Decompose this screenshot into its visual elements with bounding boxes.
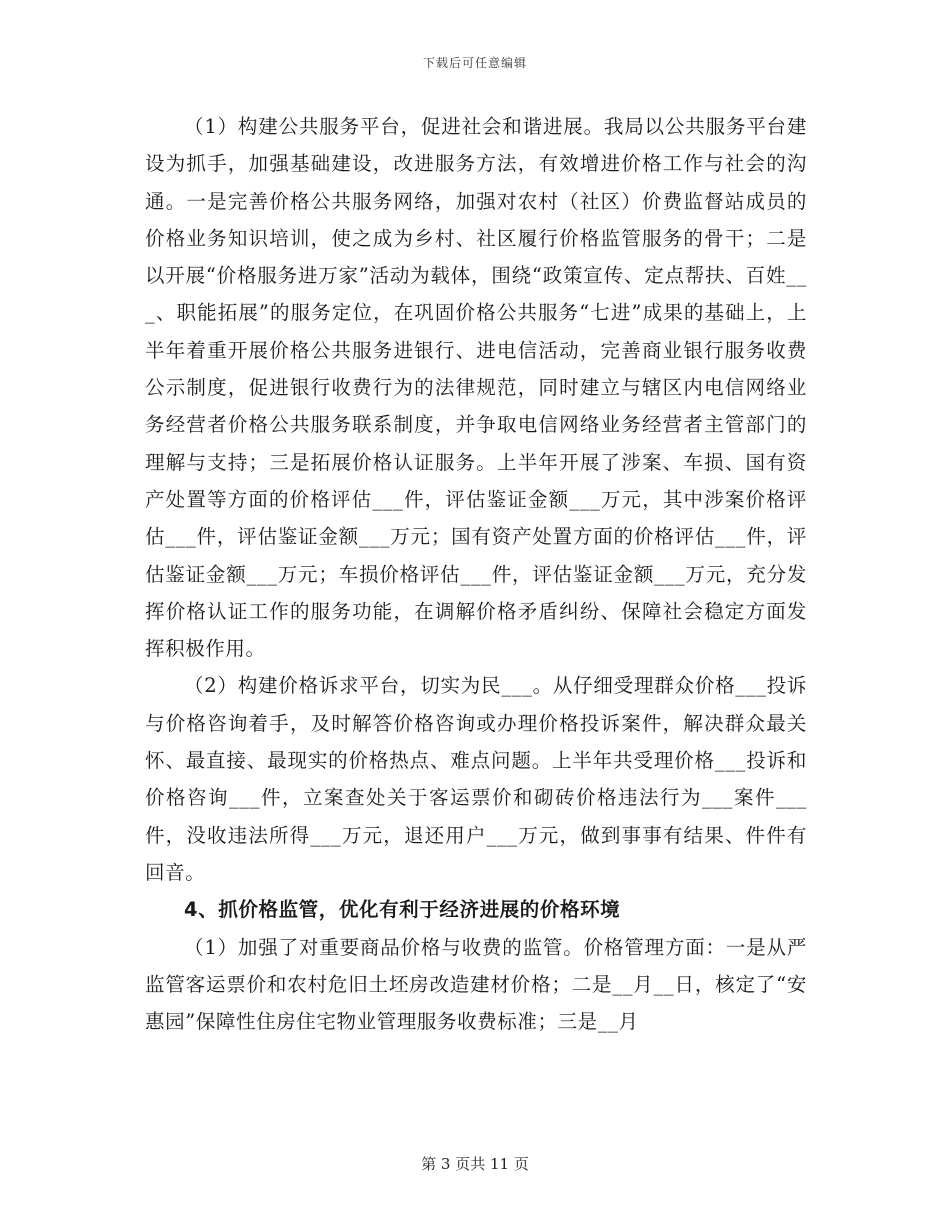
- page-header: 下载后可任意编辑: [422, 56, 527, 70]
- document-body: [145, 108, 807, 1040]
- paragraph-price-complaint: （2）构建价格诉求平台，切实为民___。从仔细受理群众价格___投诉与价格咨询着手，及时解答价格咨询或办理价格投诉案件，解决群众最关怀、最直接、最现实的价格热点、难点问题。上半年共受理价格___投诉和价格咨询___件，立案查处关于客运票价和砌砖价格违法行为___案件___件，没收违法所得___万元，退还用户___万元，做到事事有结果、件件有回音。: [145, 674, 807, 884]
- paragraph-public-service: （1）构建公共服务平台，促进社会和谐进展。我局以公共服务平台建设为抓手，加强基础建设，改进服务方法，有效增进价格工作与社会的沟通。一是完善价格公共服务网络，加强对农村（社区）价费监督站成员的价格业务知识培训，使之成为乡村、社区履行价格监管服务的骨干；二是以开展“价格服务进万家”活动为载体，围绕“政策宣传、定点帮扶、百姓___、职能拓展”的服务定位，在巩固价格公共服务“七进”成果的基础上，上半年着重开展价格公共服务进银行、进电信活动，完善商业银行服务收费公示制度，促进银行收费行为的法律规范，同时建立与辖区内电信网络业务经营者价格公共服务联系制度，并争取电信网络业务经营者主管部门的理解与支持；三是拓展价格认证服务。上半年开展了涉案、车损、国有资产处置等方面的价格评估___件，评估鉴证金额___万元，其中涉案价格评估___件，评估鉴证金额___万元；国有资产处置方面的价格评估___件，评估鉴证金额___万元；车损价格评估___件，评估鉴证金额___万元，充分发挥价格认证工作的服务功能，在调解价格矛盾纠纷、保障社会稳定方面发挥积极作用。: [145, 115, 807, 661]
- paragraph-price-supervision: （1）加强了对重要商品价格与收费的监管。价格管理方面：一是从严监管客运票价和农村危旧土坯房改造建材价格；二是__月__日，核定了“安惠园”保障性住房住宅物业管理服务收费标准；三是__月: [145, 935, 807, 1034]
- section-heading: 4、抓价格监管，优化有利于经济进展的价格环境: [184, 898, 621, 922]
- page-footer: 第 3 页共 11 页: [421, 1155, 529, 1173]
